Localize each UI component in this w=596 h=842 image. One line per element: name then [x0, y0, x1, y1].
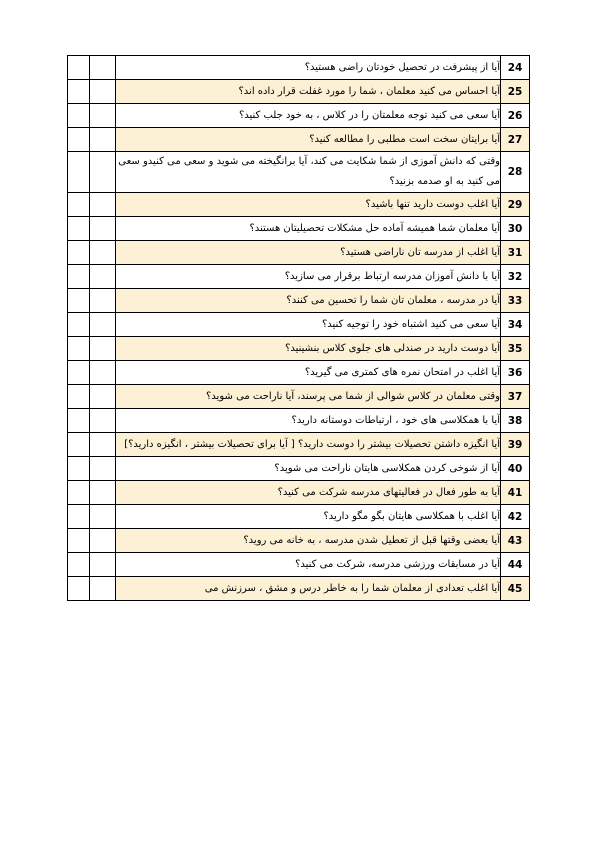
- question-row: [68, 241, 530, 265]
- question-number: 25: [501, 80, 530, 104]
- answer-cell[interactable]: [90, 241, 116, 265]
- answer-cell[interactable]: [90, 80, 116, 104]
- questionnaire-table: [67, 55, 530, 601]
- answer-cell[interactable]: [90, 481, 116, 505]
- question-number: 40: [501, 457, 530, 481]
- answer-cell[interactable]: [68, 128, 90, 152]
- question-text: آیا در مسابقات ورزشی مدرسه، شرکت می کنید؟: [116, 553, 501, 577]
- question-text: آیا اغلب از مدرسه تان ناراضی هستید؟: [116, 241, 501, 265]
- question-number: 35: [501, 337, 530, 361]
- question-row: [68, 313, 530, 337]
- question-row: [68, 337, 530, 361]
- answer-cell[interactable]: [68, 313, 90, 337]
- answer-cell[interactable]: [90, 104, 116, 128]
- question-text: آیا اغلب دوست دارید تنها باشید؟: [116, 193, 501, 217]
- question-number: 28: [501, 152, 530, 193]
- answer-cell[interactable]: [90, 409, 116, 433]
- answer-cell[interactable]: [68, 457, 90, 481]
- question-number: 42: [501, 505, 530, 529]
- question-number: 24: [501, 56, 530, 80]
- answer-cell[interactable]: [68, 577, 90, 601]
- question-number: 30: [501, 217, 530, 241]
- answer-cell[interactable]: [90, 337, 116, 361]
- answer-cell[interactable]: [90, 529, 116, 553]
- question-text: آیا برایتان سخت است مطلبی را مطالعه کنید؟: [116, 128, 501, 152]
- answer-cell[interactable]: [68, 361, 90, 385]
- answer-cell[interactable]: [68, 241, 90, 265]
- question-row: [68, 265, 530, 289]
- answer-cell[interactable]: [68, 433, 90, 457]
- question-row: [68, 361, 530, 385]
- answer-cell[interactable]: [90, 577, 116, 601]
- answer-cell[interactable]: [68, 289, 90, 313]
- answer-cell[interactable]: [68, 481, 90, 505]
- question-number: 31: [501, 241, 530, 265]
- question-row: [68, 457, 530, 481]
- answer-cell[interactable]: [90, 152, 116, 193]
- question-number: 44: [501, 553, 530, 577]
- question-number: 38: [501, 409, 530, 433]
- answer-cell[interactable]: [90, 128, 116, 152]
- question-row: [68, 577, 530, 601]
- answer-cell[interactable]: [68, 385, 90, 409]
- question-text: وقتی معلمان در کلاس شوالی از شما می پرسند، آیا ناراحت می شوید؟: [116, 385, 501, 409]
- question-row: [68, 128, 530, 152]
- answer-cell[interactable]: [90, 457, 116, 481]
- answer-cell[interactable]: [68, 529, 90, 553]
- answer-cell[interactable]: [68, 505, 90, 529]
- answer-cell[interactable]: [90, 553, 116, 577]
- answer-cell[interactable]: [68, 409, 90, 433]
- question-row: [68, 80, 530, 104]
- questionnaire-body: [68, 56, 530, 601]
- question-row: [68, 385, 530, 409]
- question-text: آیا اغلب در امتحان نمره های کمتری می گیرید؟: [116, 361, 501, 385]
- question-text: آیا معلمان شما همیشه آماده حل مشکلات تحصیلیتان هستند؟: [116, 217, 501, 241]
- question-number: 33: [501, 289, 530, 313]
- answer-cell[interactable]: [68, 193, 90, 217]
- question-text: آیا با دانش آموزان مدرسه ارتباط برقرار می سازید؟: [116, 265, 501, 289]
- question-text: آیا از شوخی کردن همکلاسی هایتان ناراحت می شوید؟: [116, 457, 501, 481]
- question-text: آیا بعضی وقتها قبل از تعطیل شدن مدرسه ، به خانه می روید؟: [116, 529, 501, 553]
- question-number: 26: [501, 104, 530, 128]
- question-number: 34: [501, 313, 530, 337]
- answer-cell[interactable]: [90, 193, 116, 217]
- answer-cell[interactable]: [68, 104, 90, 128]
- question-row: [68, 104, 530, 128]
- answer-cell[interactable]: [90, 433, 116, 457]
- question-row: [68, 481, 530, 505]
- answer-cell[interactable]: [90, 289, 116, 313]
- answer-cell[interactable]: [68, 80, 90, 104]
- question-number: 29: [501, 193, 530, 217]
- question-row: [68, 289, 530, 313]
- question-text: آیا اغلب تعدادی از معلمان شما را به خاطر درس و مشق ، سرزنش می: [116, 577, 501, 601]
- answer-cell[interactable]: [68, 553, 90, 577]
- question-row: [68, 553, 530, 577]
- question-row: [68, 152, 530, 193]
- answer-cell[interactable]: [90, 505, 116, 529]
- question-text: آیا سعی می کنید توجه معلمتان را در کلاس ، به خود جلب کنید؟: [116, 104, 501, 128]
- question-text: وقتی که دانش آموزی از شما شکایت می کند، آیا برانگیخته می شوید و سعی می کنیدو سعی می کنید به او صدمه بزنید؟: [116, 152, 501, 193]
- answer-cell[interactable]: [90, 385, 116, 409]
- answer-cell[interactable]: [90, 265, 116, 289]
- answer-cell[interactable]: [68, 265, 90, 289]
- question-number: 39: [501, 433, 530, 457]
- question-row: [68, 193, 530, 217]
- answer-cell[interactable]: [68, 56, 90, 80]
- answer-cell[interactable]: [90, 313, 116, 337]
- question-row: [68, 529, 530, 553]
- question-number: 27: [501, 128, 530, 152]
- question-text: آیا انگیزه داشتن تحصیلات بیشتر را دوست دارید؟ [ آیا برای تحصیلات بیشتر ، انگیزه دارید؟]: [116, 433, 501, 457]
- question-text: آیا از پیشرفت در تحصیل خودتان راضی هستید؟: [116, 56, 501, 80]
- question-row: [68, 505, 530, 529]
- question-text: آیا به طور فعال در فعالیتهای مدرسه شرکت می کنید؟: [116, 481, 501, 505]
- question-text: آیا اغلب با همکلاسی هایتان بگو مگو دارید؟: [116, 505, 501, 529]
- answer-cell[interactable]: [68, 337, 90, 361]
- question-row: [68, 433, 530, 457]
- question-number: 45: [501, 577, 530, 601]
- question-number: 36: [501, 361, 530, 385]
- answer-cell[interactable]: [68, 217, 90, 241]
- question-text: آیا در مدرسه ، معلمان تان شما را تحسین می کنند؟: [116, 289, 501, 313]
- question-number: 37: [501, 385, 530, 409]
- question-text: آیا با همکلاسی های خود ، ارتباطات دوستانه دارید؟: [116, 409, 501, 433]
- answer-cell[interactable]: [90, 217, 116, 241]
- question-number: 43: [501, 529, 530, 553]
- question-text: آیا سعی می کنید اشتباه خود را توجیه کنید؟: [116, 313, 501, 337]
- question-text: آیا احساس می کنید معلمان ، شما را مورد غفلت قرار داده اند؟: [116, 80, 501, 104]
- question-number: 41: [501, 481, 530, 505]
- answer-cell[interactable]: [90, 56, 116, 80]
- question-row: [68, 217, 530, 241]
- question-number: 32: [501, 265, 530, 289]
- question-text: آیا دوست دارید در صندلی های جلوی کلاس بنشینید؟: [116, 337, 501, 361]
- question-row: [68, 56, 530, 80]
- question-row: [68, 409, 530, 433]
- answer-cell[interactable]: [90, 361, 116, 385]
- answer-cell[interactable]: [68, 152, 90, 193]
